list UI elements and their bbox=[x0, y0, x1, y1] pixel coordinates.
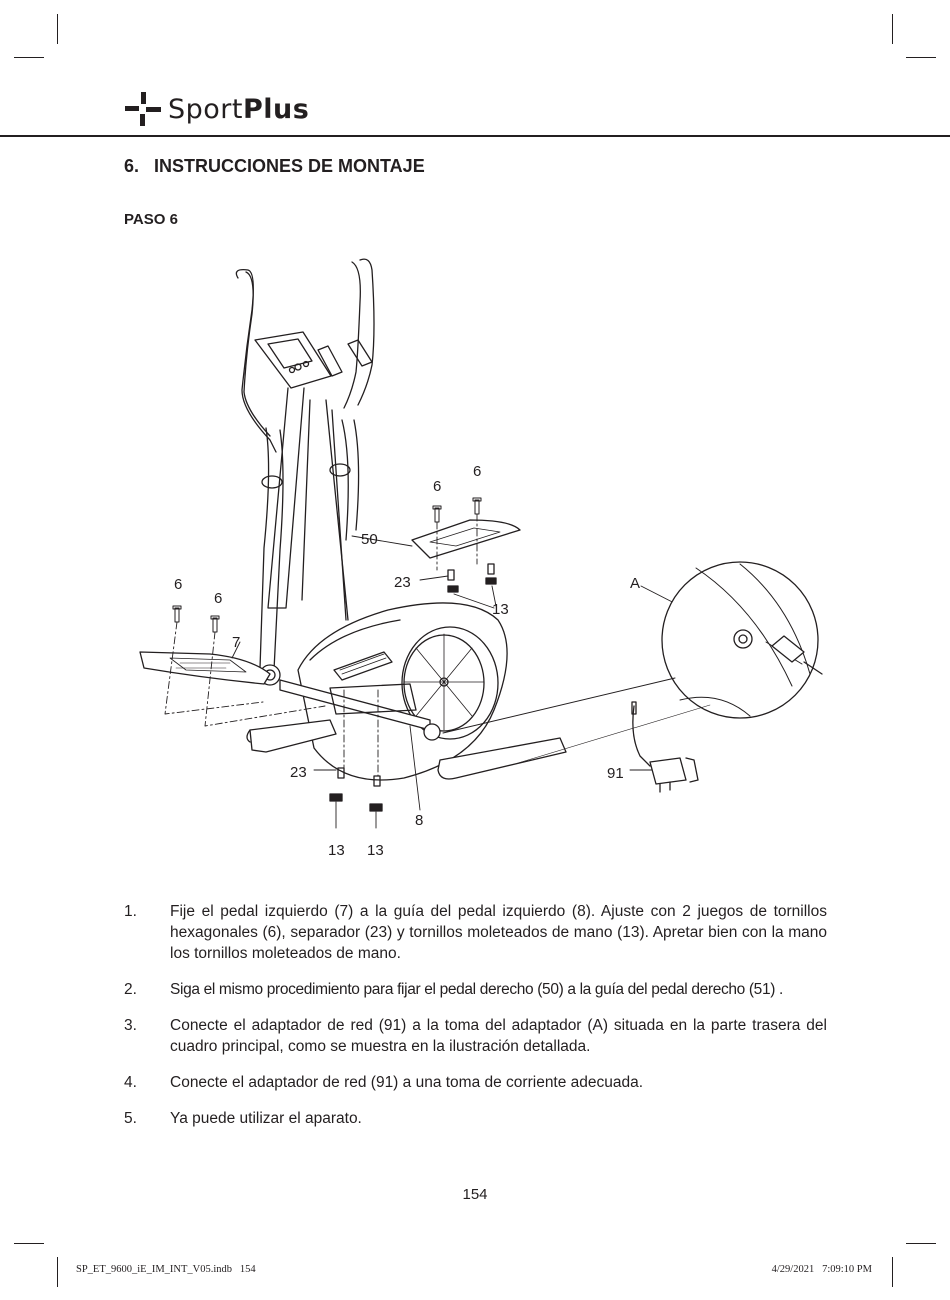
header-rule bbox=[0, 135, 950, 137]
crop-mark bbox=[906, 1243, 936, 1244]
assembly-illustration bbox=[120, 250, 840, 870]
crop-mark bbox=[57, 14, 58, 44]
crop-mark bbox=[14, 57, 44, 58]
crop-mark bbox=[892, 14, 893, 44]
page-number: 154 bbox=[462, 1186, 488, 1203]
callout-adapter: 91 bbox=[607, 765, 624, 782]
instruction-text: Conecte el adaptador de red (91) a una toma de corriente adecuada. bbox=[170, 1074, 644, 1091]
instruction-text: Fije el pedal izquierdo (7) a la guía del pedal izquierdo (8). Ajuste con 2 juegos de tornillos hexagonales (6), separador (23) y tornillos moleteados de mano (13). Apretar bien con la mano los tornillos moleteados de mano. bbox=[170, 903, 827, 962]
callout-right-pedal: 50 bbox=[361, 531, 378, 548]
callout-spacer-right: 23 bbox=[394, 574, 411, 591]
instruction-item bbox=[124, 979, 827, 1000]
instruction-number: 4. bbox=[124, 1074, 137, 1091]
right-pedal bbox=[412, 520, 520, 558]
adapter-cable bbox=[633, 706, 650, 766]
crop-mark bbox=[906, 57, 936, 58]
instruction-item bbox=[124, 1015, 827, 1057]
brand-logo bbox=[124, 89, 309, 129]
callout-screw-right-a: 6 bbox=[433, 478, 442, 495]
instruction-number: 1. bbox=[124, 903, 137, 920]
callout-knob-right: 13 bbox=[492, 601, 509, 618]
instruction-number: 3. bbox=[124, 1017, 137, 1034]
instruction-text: Ya puede utilizar el aparato. bbox=[170, 1110, 362, 1127]
instruction-number: 5. bbox=[124, 1110, 137, 1127]
brand-wordmark-regular: Sport bbox=[168, 93, 243, 125]
instruction-list bbox=[124, 901, 827, 1144]
instruction-text: Conecte el adaptador de red (91) a la toma del adaptador (A) situada en la parte trasera del cuadro principal, como se muestra en la ilustración detallada. bbox=[170, 1017, 827, 1055]
instruction-text: Siga el mismo procedimiento para fijar el pedal derecho (50) a la guía del pedal derecho (51) . bbox=[170, 981, 783, 998]
callout-screw-left-b: 6 bbox=[214, 590, 223, 607]
footer-file-slug: SP_ET_9600_iE_IM_INT_V05.indb 154 bbox=[76, 1264, 256, 1275]
brand-wordmark-bold: Plus bbox=[242, 93, 310, 125]
callout-pedal-guide: 8 bbox=[415, 812, 424, 829]
footer-timestamp: 4/29/2021 7:09:10 PM bbox=[771, 1264, 872, 1275]
callout-screw-right-b: 6 bbox=[473, 463, 482, 480]
brand-wordmark bbox=[168, 93, 310, 125]
step-title: PASO 6 bbox=[124, 211, 178, 228]
callout-knob-left-b: 13 bbox=[367, 842, 384, 859]
instruction-item bbox=[124, 901, 827, 964]
instruction-item bbox=[124, 1072, 827, 1093]
callout-screw-left-a: 6 bbox=[174, 576, 183, 593]
instruction-number: 2. bbox=[124, 981, 137, 998]
instruction-item bbox=[124, 1108, 827, 1129]
crop-mark bbox=[57, 1257, 58, 1287]
crop-mark bbox=[14, 1243, 44, 1244]
power-adapter bbox=[650, 758, 686, 784]
callout-adapter-socket: A bbox=[630, 575, 641, 592]
callout-spacer-left: 23 bbox=[290, 764, 307, 781]
section-title: 6. INSTRUCCIONES DE MONTAJE bbox=[124, 156, 425, 176]
crop-mark bbox=[892, 1257, 893, 1287]
main-mast bbox=[268, 388, 304, 608]
callout-left-pedal: 7 bbox=[232, 634, 241, 651]
callout-knob-left-a: 13 bbox=[328, 842, 345, 859]
plus-cross-logo-icon bbox=[124, 90, 162, 128]
